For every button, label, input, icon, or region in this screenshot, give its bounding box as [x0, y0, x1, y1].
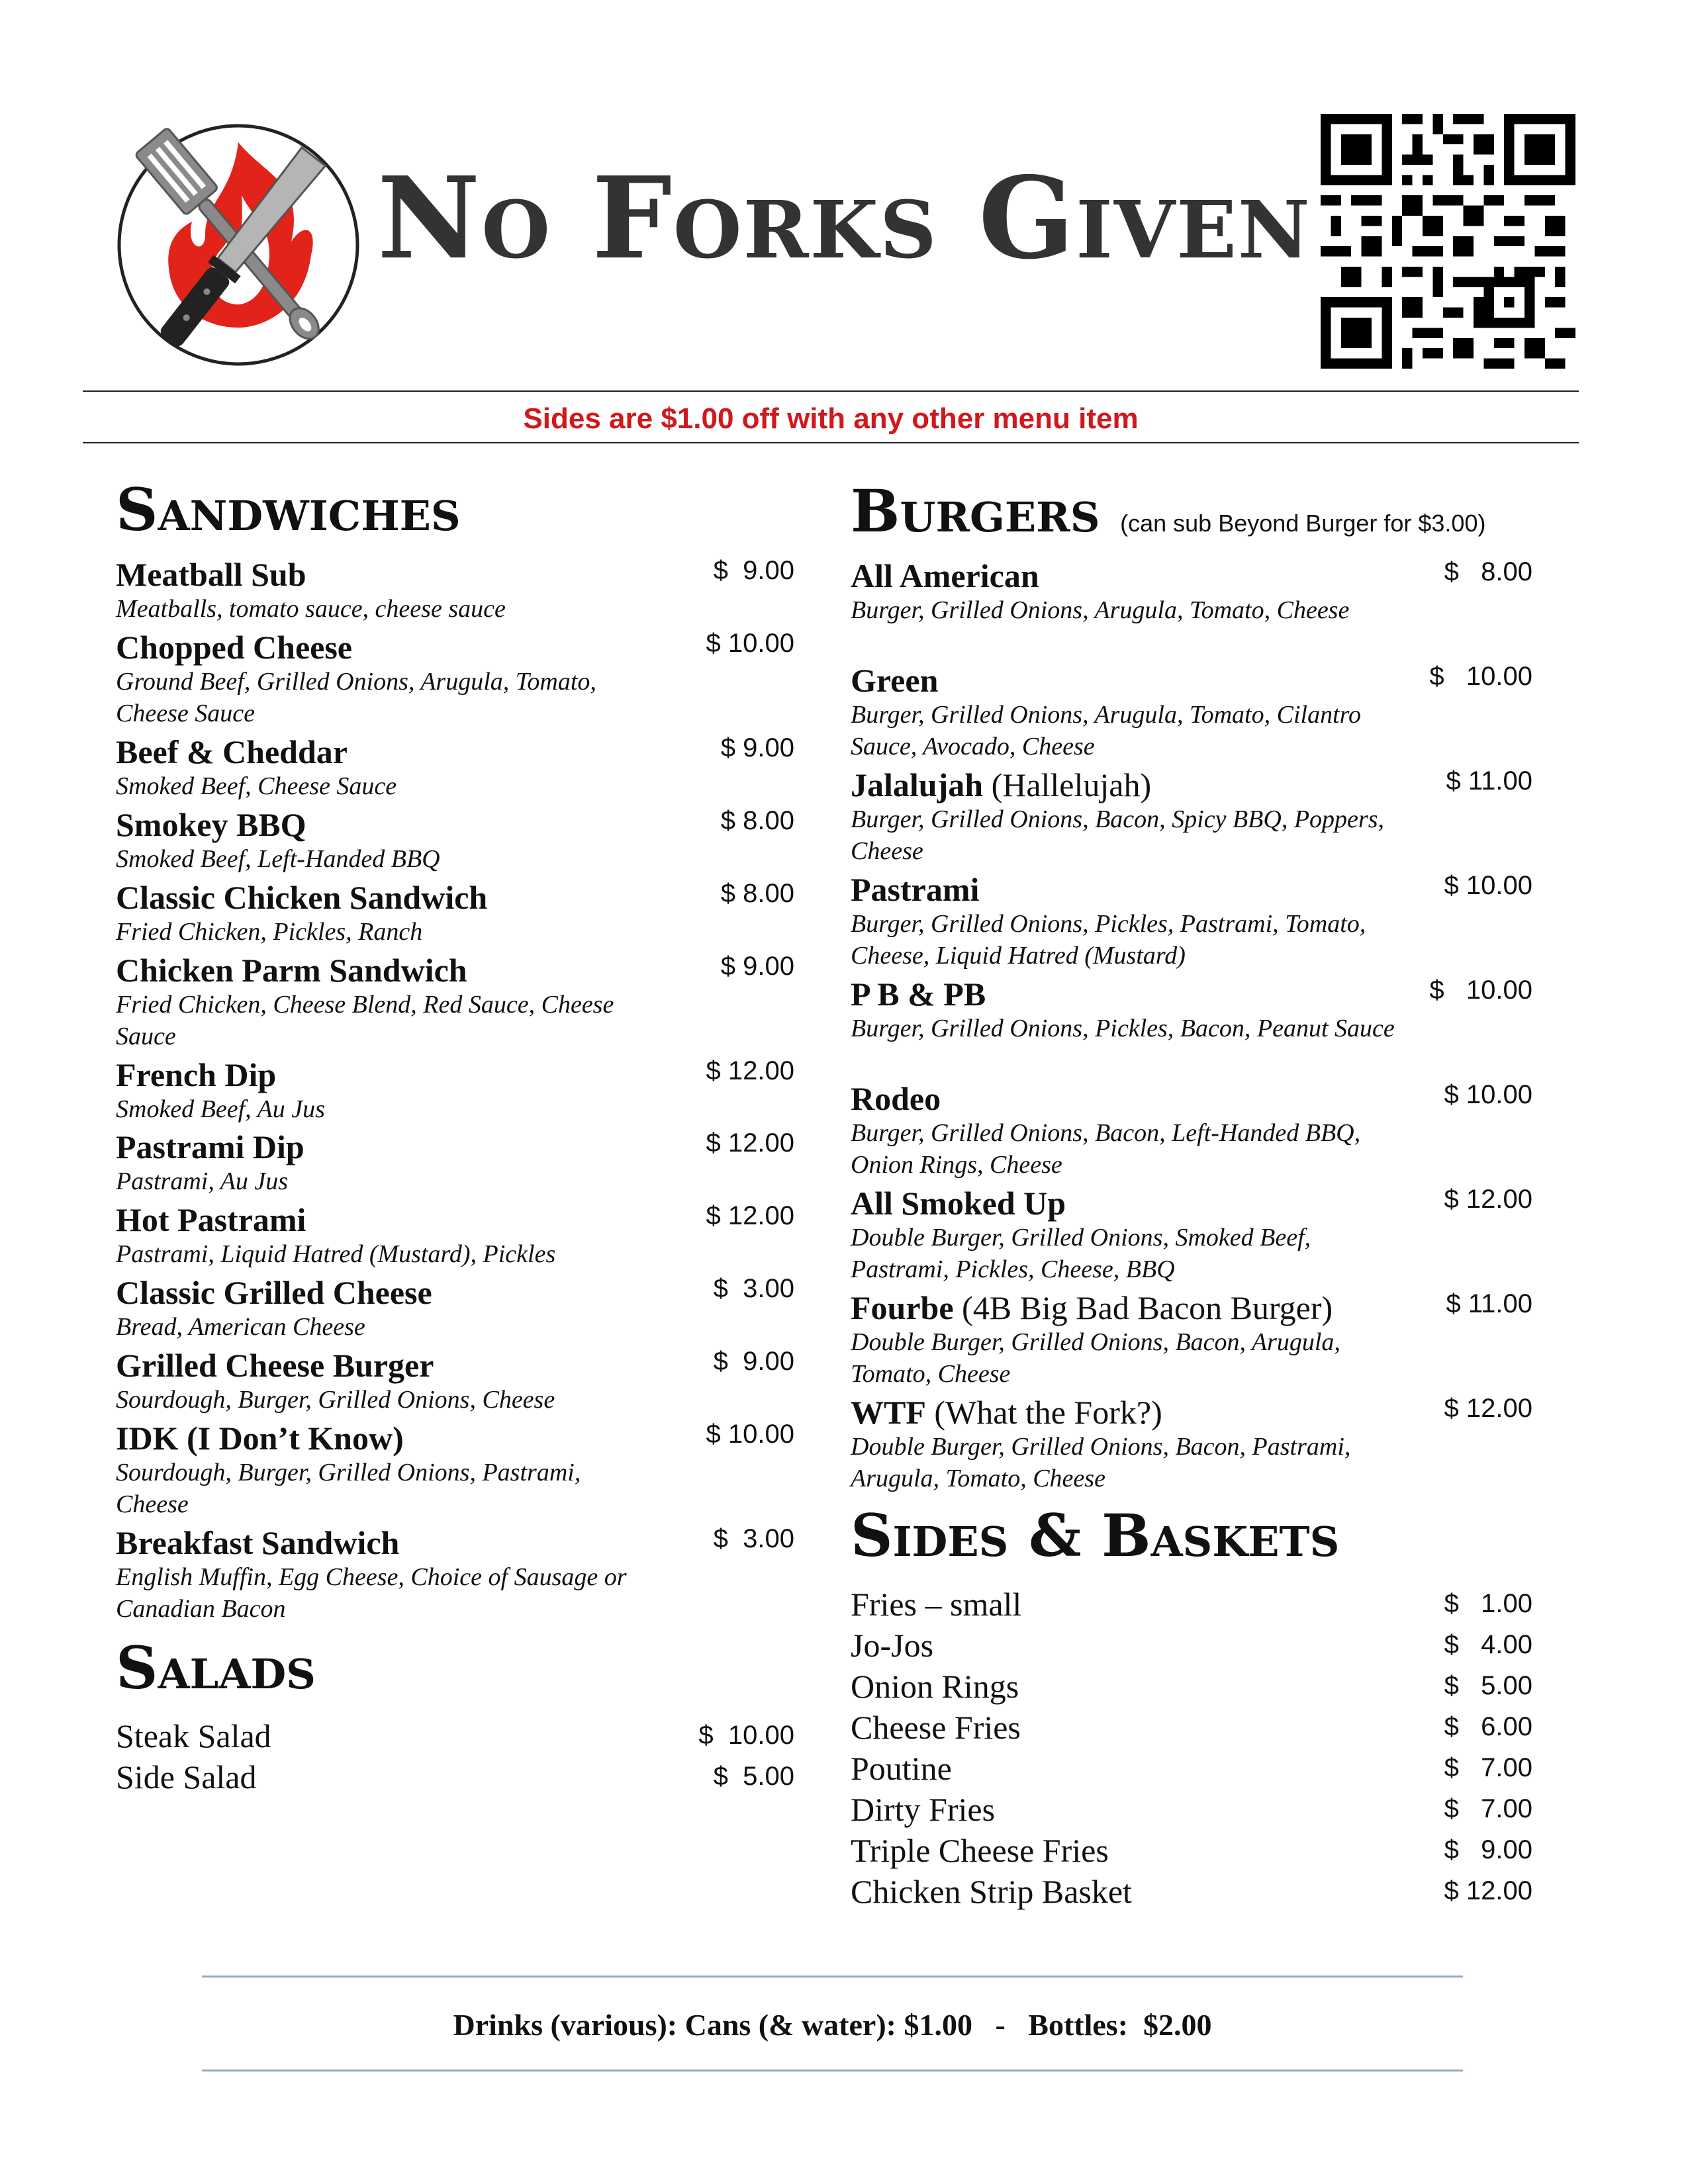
sandwich-menu-item — [116, 1128, 645, 1197]
burger-menu-item — [851, 662, 1400, 762]
item-name-note: (Hallelujah) — [983, 766, 1152, 803]
item-name — [851, 557, 1400, 594]
qr-code-icon[interactable] — [1321, 114, 1575, 369]
sandwich-menu-item — [116, 1524, 645, 1625]
item-name-text: Beef & Cheddar — [116, 733, 348, 770]
item-name — [851, 1080, 1400, 1117]
item-name — [851, 976, 1400, 1013]
item-name-text: Hot Pastrami — [116, 1201, 306, 1238]
sandwich-menu-item — [116, 629, 645, 729]
item-price: $ 3.00 — [713, 1524, 794, 1553]
footer-rule-top — [202, 1976, 1463, 1978]
item-description: Burger, Grilled Onions, Arugula, Tomato, Cilantro Sauce, Avocado, Cheese — [851, 701, 1362, 760]
section-title-burgers — [851, 478, 1485, 557]
item-price: $ 9.00 — [713, 556, 794, 585]
sandwich-menu-item — [116, 1056, 645, 1125]
item-price: $ 12.00 — [1444, 1876, 1532, 1905]
logo-emblem — [106, 116, 371, 371]
side-menu-item: Chicken Strip Basket — [851, 1873, 1132, 1910]
item-description: Ground Beef, Grilled Onions, Arugula, Tomato, Cheese Sauce — [116, 668, 596, 727]
burger-menu-item — [851, 1289, 1400, 1390]
item-description: Fried Chicken, Pickles, Ranch — [116, 918, 423, 946]
item-name-text: Jalalujah — [851, 766, 984, 803]
sandwich-menu-item — [116, 733, 645, 802]
item-price: $ 10.00 — [1444, 1080, 1532, 1109]
burger-menu-item — [851, 1394, 1400, 1494]
item-price: $ 3.00 — [713, 1274, 794, 1303]
item-name — [116, 1274, 645, 1311]
sandwich-menu-item — [116, 806, 645, 875]
item-description: Sourdough, Burger, Grilled Onions, Cheese — [116, 1386, 555, 1414]
item-description: Burger, Grilled Onions, Pickles, Pastrami, Tomato, Cheese, Liquid Hatred (Mustard) — [851, 910, 1366, 970]
item-description: Smoked Beef, Cheese Sauce — [116, 772, 397, 800]
item-description: Burger, Grilled Onions, Pickles, Bacon, Peanut Sauce — [851, 1015, 1395, 1042]
section-title-sandwiches: Sandwiches — [116, 475, 461, 544]
item-name — [116, 952, 645, 989]
item-name-text: Meatball Sub — [116, 556, 306, 593]
item-price: $ 12.00 — [1444, 1185, 1532, 1214]
item-name — [851, 1394, 1400, 1431]
item-price: $ 1.00 — [1444, 1589, 1532, 1618]
item-price: $ 10.00 — [1429, 662, 1532, 691]
item-description: Smoked Beef, Left-Handed BBQ — [116, 845, 440, 873]
section-title-salads: Salads — [116, 1633, 316, 1702]
item-price: $ 8.00 — [720, 806, 794, 835]
item-name-text: Grilled Cheese Burger — [116, 1347, 434, 1384]
item-price: $ 12.00 — [706, 1128, 794, 1158]
item-name-text: Pastrami — [851, 871, 980, 908]
header-rule-bottom — [83, 442, 1579, 443]
sandwich-menu-item — [116, 952, 645, 1052]
item-price: $ 9.00 — [720, 952, 794, 981]
item-name-text: Classic Grilled Cheese — [116, 1274, 432, 1311]
item-name — [851, 871, 1400, 908]
item-price: $ 7.00 — [1444, 1753, 1532, 1782]
item-description: Bread, American Cheese — [116, 1313, 365, 1341]
burger-menu-item — [851, 976, 1400, 1044]
sandwich-menu-item — [116, 1274, 645, 1343]
burger-menu-item — [851, 871, 1400, 972]
item-price: $ 7.00 — [1444, 1794, 1532, 1823]
side-menu-item: Dirty Fries — [851, 1791, 996, 1828]
item-price: $ 10.00 — [1429, 976, 1532, 1005]
item-description: Smoked Beef, Au Jus — [116, 1095, 325, 1123]
item-name-text: French Dip — [116, 1056, 277, 1093]
salad-menu-item: Steak Salad — [116, 1717, 271, 1754]
item-price: $ 6.00 — [1444, 1712, 1532, 1741]
side-menu-item: Fries – small — [851, 1586, 1022, 1623]
item-price: $ 10.00 — [706, 629, 794, 658]
item-name — [116, 1128, 645, 1165]
side-menu-item: Onion Rings — [851, 1668, 1019, 1705]
item-price: $ 5.00 — [1444, 1671, 1532, 1700]
item-description: Pastrami, Liquid Hatred (Mustard), Pickles — [116, 1240, 556, 1268]
brand-name: No Forks Given — [377, 152, 1311, 285]
item-description: Double Burger, Grilled Onions, Bacon, Pastrami, Arugula, Tomato, Cheese — [851, 1433, 1351, 1492]
burger-menu-item — [851, 766, 1400, 867]
side-menu-item: Poutine — [851, 1750, 952, 1787]
item-name-text: Fourbe — [851, 1289, 954, 1326]
item-description: Burger, Grilled Onions, Bacon, Spicy BBQ, Poppers, Cheese — [851, 805, 1384, 865]
item-description: Pastrami, Au Jus — [116, 1167, 289, 1195]
item-price: $ 12.00 — [1444, 1394, 1532, 1423]
item-description: Sourdough, Burger, Grilled Onions, Pastrami, Cheese — [116, 1459, 581, 1518]
burger-menu-item — [851, 1185, 1400, 1285]
item-name — [851, 1185, 1400, 1222]
item-name — [116, 1347, 645, 1384]
item-price: $ 12.00 — [706, 1201, 794, 1230]
item-price: $ 9.00 — [713, 1347, 794, 1376]
item-name — [851, 766, 1400, 803]
item-name-text: IDK (I Don’t Know) — [116, 1420, 404, 1457]
item-description: Burger, Grilled Onions, Arugula, Tomato, Cheese — [851, 596, 1350, 624]
item-name — [116, 733, 645, 770]
sandwich-menu-item — [116, 1201, 645, 1270]
item-description: Double Burger, Grilled Onions, Bacon, Arugula, Tomato, Cheese — [851, 1328, 1340, 1388]
item-name-text: Classic Chicken Sandwich — [116, 879, 488, 916]
sandwich-menu-item — [116, 1420, 645, 1520]
item-name-text: Pastrami Dip — [116, 1128, 305, 1165]
item-name — [116, 556, 645, 593]
footer-rule-bottom — [202, 2070, 1463, 2071]
item-name — [116, 1056, 645, 1093]
item-price: $ 9.00 — [720, 733, 794, 762]
item-name-text: WTF — [851, 1394, 926, 1431]
promo-banner: Sides are $1.00 off with any other menu item — [523, 402, 1139, 435]
item-description: English Muffin, Egg Cheese, Choice of Sausage or Canadian Bacon — [116, 1563, 627, 1623]
item-name — [116, 879, 645, 916]
item-name — [116, 1201, 645, 1238]
item-name-text: Breakfast Sandwich — [116, 1524, 400, 1561]
item-name — [851, 662, 1400, 699]
item-price: $ 10.00 — [706, 1420, 794, 1449]
side-menu-item: Jo-Jos — [851, 1627, 934, 1664]
burger-menu-item — [851, 1080, 1400, 1181]
item-description: Meatballs, tomato sauce, cheese sauce — [116, 595, 506, 623]
item-price: $ 5.00 — [713, 1762, 794, 1791]
item-name-text: P B & PB — [851, 976, 986, 1013]
item-name-text: Smokey BBQ — [116, 806, 306, 843]
burgers-title-text: Burgers — [851, 477, 1100, 545]
item-price: $ 11.00 — [1446, 766, 1532, 796]
burger-menu-item — [851, 557, 1400, 626]
salad-menu-item: Side Salad — [116, 1758, 257, 1796]
item-price: $ 4.00 — [1444, 1630, 1532, 1659]
item-name — [851, 1289, 1400, 1326]
item-name-text: Green — [851, 662, 939, 699]
item-name-note: (4B Big Bad Bacon Burger) — [953, 1289, 1333, 1326]
item-name-note: (What the Fork?) — [925, 1394, 1162, 1431]
item-name-text: All American — [851, 557, 1039, 594]
side-menu-item: Cheese Fries — [851, 1709, 1021, 1746]
item-description: Double Burger, Grilled Onions, Smoked Beef, Pastrami, Pickles, Cheese, BBQ — [851, 1224, 1311, 1283]
item-description: Fried Chicken, Cheese Blend, Red Sauce, Cheese Sauce — [116, 991, 614, 1050]
sandwich-menu-item — [116, 556, 645, 625]
item-name-text: Chopped Cheese — [116, 629, 352, 666]
sandwich-menu-item — [116, 1347, 645, 1416]
drinks-line: Drinks (various): Cans (& water): $1.00 - Bottles: $2.00 — [453, 2008, 1212, 2042]
burgers-note: (can sub Beyond Burger for $3.00) — [1120, 510, 1486, 537]
side-menu-item: Triple Cheese Fries — [851, 1832, 1109, 1869]
sandwich-menu-item — [116, 879, 645, 948]
item-price: $ 9.00 — [1444, 1835, 1532, 1864]
item-name — [116, 1420, 645, 1457]
item-price: $ 10.00 — [698, 1721, 794, 1750]
item-name-text: Rodeo — [851, 1080, 941, 1117]
item-price: $ 10.00 — [1444, 871, 1532, 900]
item-name-text: All Smoked Up — [851, 1185, 1066, 1222]
item-price: $ 11.00 — [1446, 1289, 1532, 1318]
item-name — [116, 806, 645, 843]
item-price: $ 8.00 — [720, 879, 794, 908]
item-price: $ 8.00 — [1444, 557, 1532, 586]
item-name — [116, 629, 645, 666]
header-rule-top — [83, 390, 1579, 392]
item-price: $ 12.00 — [706, 1056, 794, 1085]
section-title-sides: Sides & Baskets — [851, 1501, 1340, 1570]
item-description: Burger, Grilled Onions, Bacon, Left-Handed BBQ, Onion Rings, Cheese — [851, 1119, 1361, 1179]
item-name-text: Chicken Parm Sandwich — [116, 952, 467, 989]
item-name — [116, 1524, 645, 1561]
